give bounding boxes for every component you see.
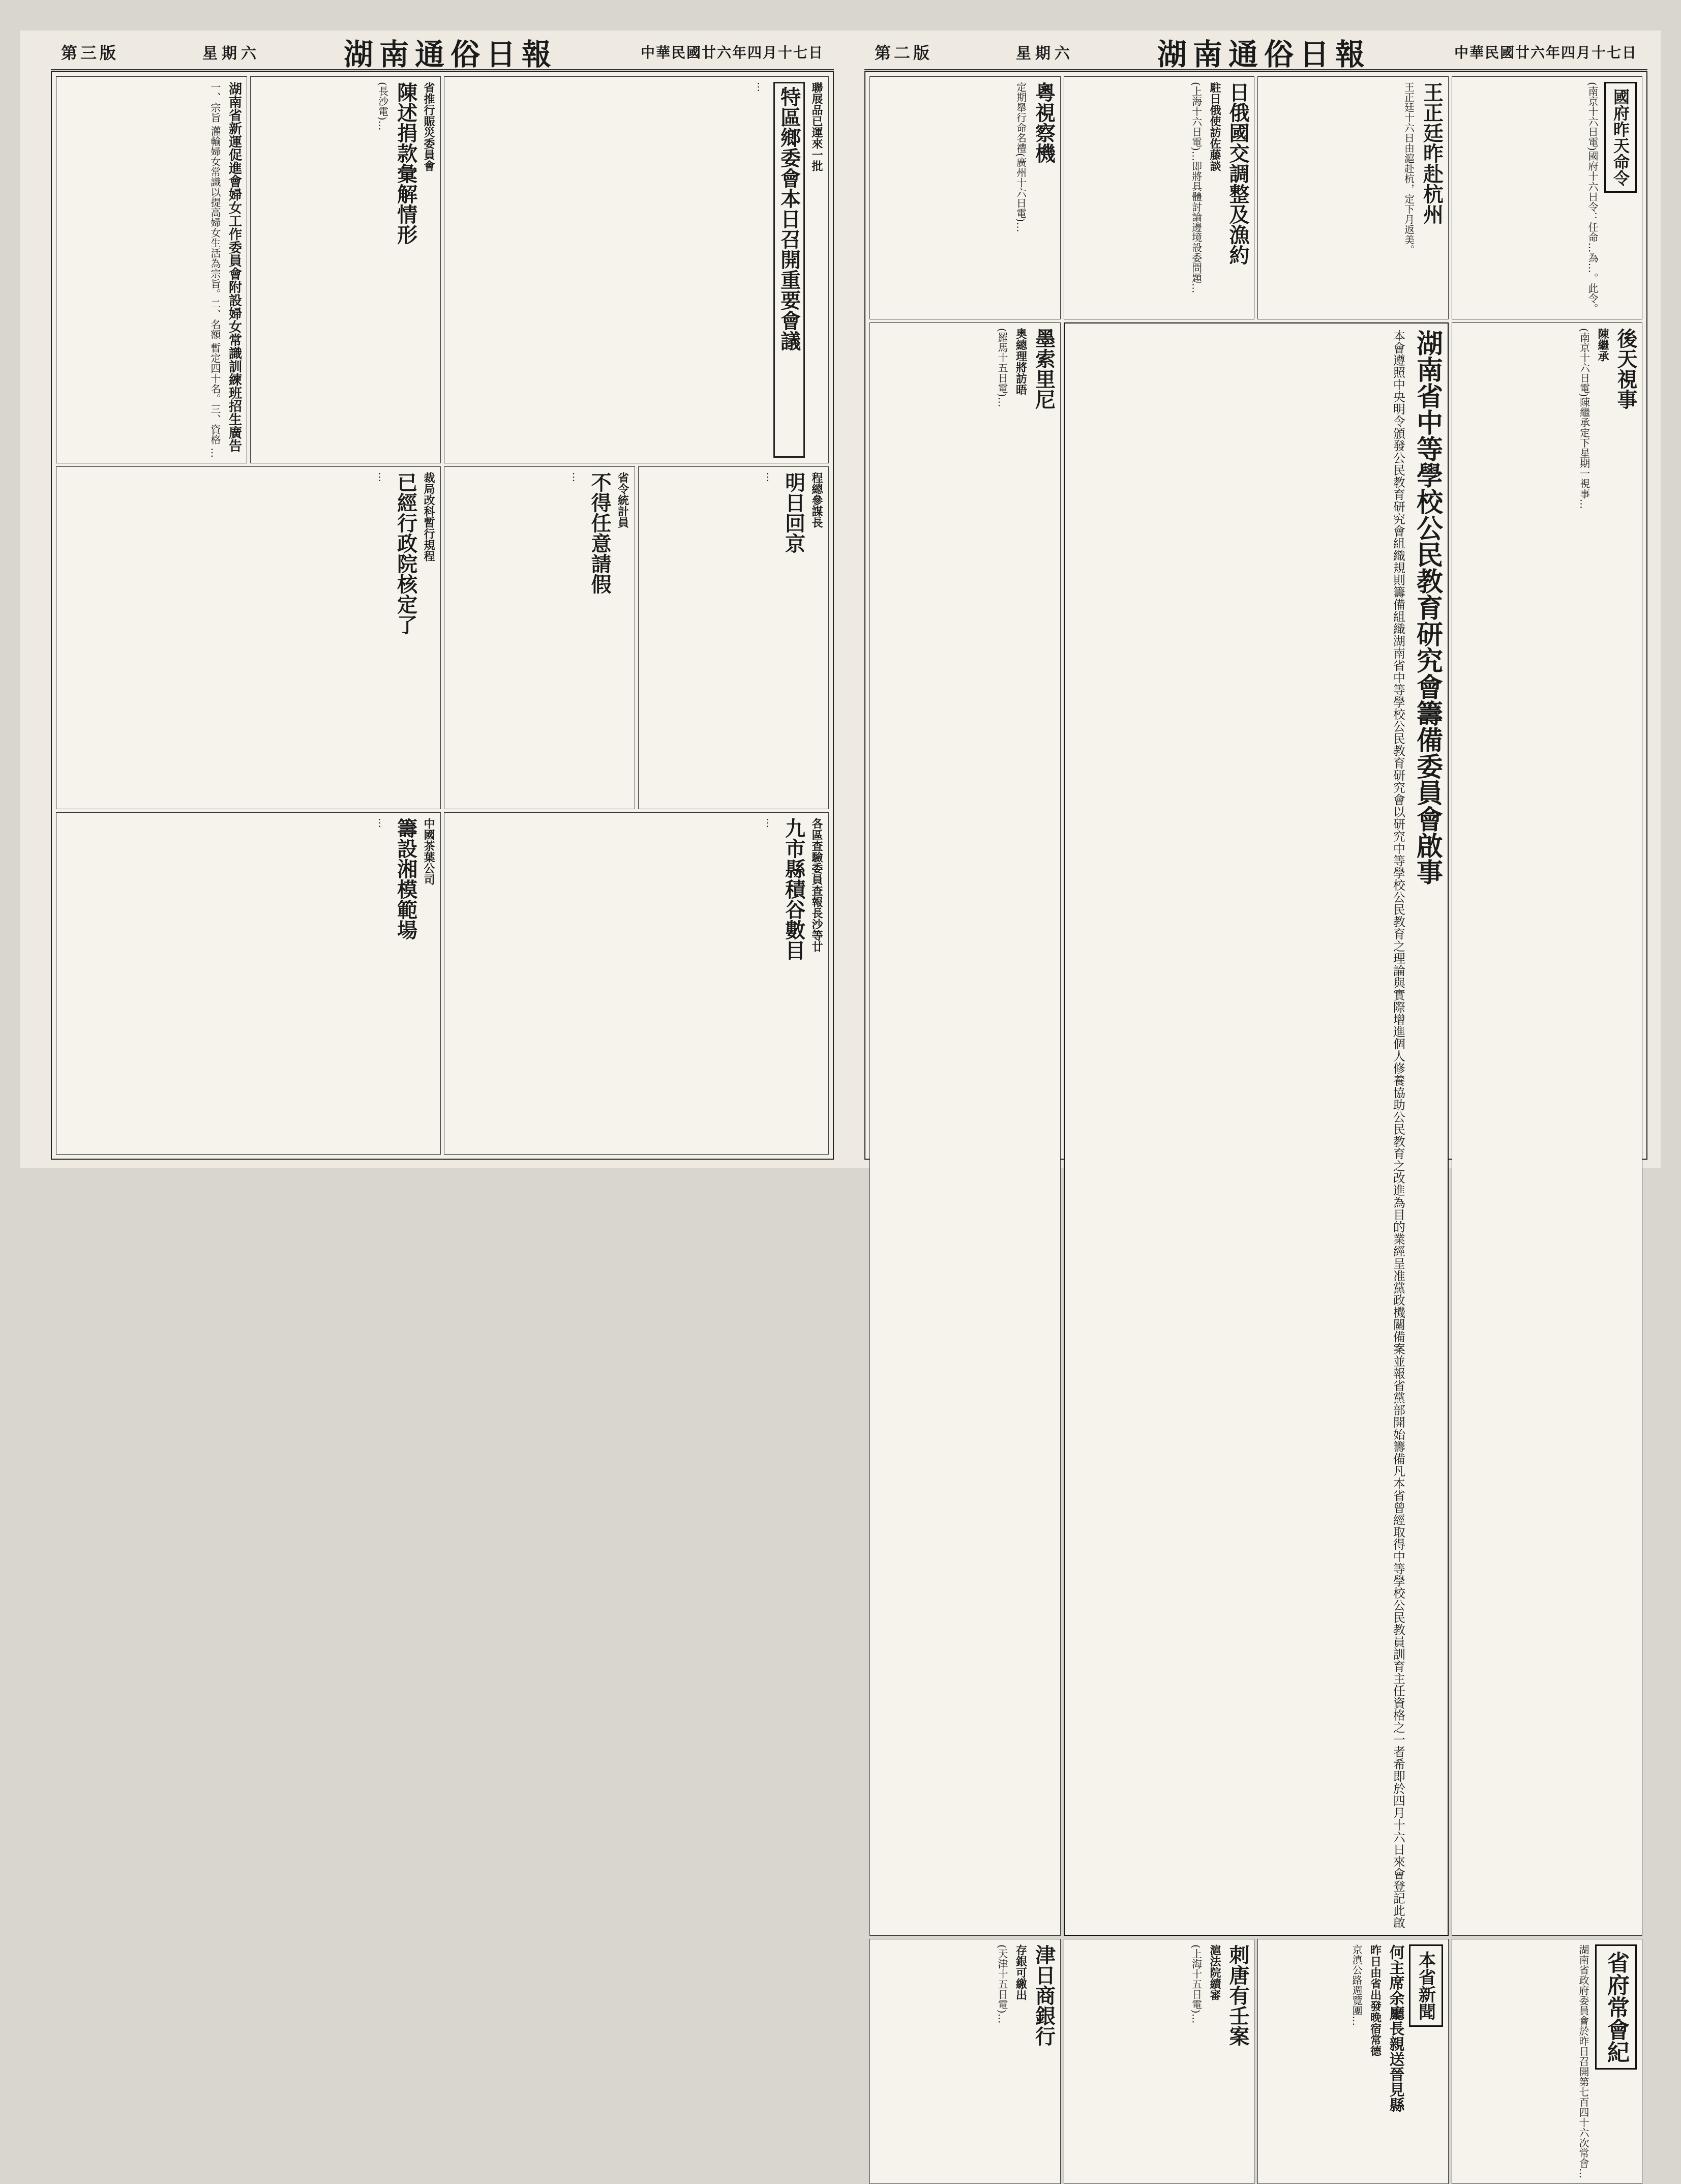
article-subhead: 各區查驗委員查報長沙等廿	[810, 817, 823, 952]
notice-text: 本會遵照中央明令頒發公民教育研究會組織規則籌備組織湖南省中等學校公民教育研究會以研究中等學校公民教育之理論與實際增進個人修養協助公民教育之改進為目的業經呈准黨政機關備案並報省黨部開始籌備凡本省曾經取得中等學校公民教員訓育主任資格之一者希即於四月十六日來會登記此啟	[1391, 329, 1405, 1929]
newspaper-title: 湖南通俗日報	[343, 37, 557, 72]
article-text: …	[376, 817, 389, 828]
article-text: (南京十六日電)陳繼承定下星期一視事…	[1578, 328, 1590, 509]
article	[56, 812, 441, 1155]
article-text: 京滇公路週覽團…	[1350, 1944, 1363, 2026]
article-headline: 國府昨天命令	[1604, 82, 1637, 193]
page-body	[56, 76, 829, 1155]
article-headline: 日俄國交調整及漁約	[1226, 82, 1249, 265]
article-headline: 粵視察機	[1032, 82, 1056, 163]
article-subhead: 滬法院續審	[1208, 1944, 1221, 2000]
article	[638, 466, 829, 809]
article	[869, 76, 1061, 319]
article	[1257, 76, 1449, 319]
article-text: …	[376, 472, 389, 483]
article-text: …	[764, 472, 777, 483]
article	[1064, 1939, 1255, 2184]
article-headline: 後天視事	[1614, 328, 1637, 409]
article-text: 湖南省政府委員會於昨日召開第七百四十六次常會…	[1577, 1944, 1589, 2178]
article-text: (上海十六日電)…即將具體討論邊境設委問題…	[1190, 82, 1203, 293]
article	[1452, 1939, 1643, 2184]
weekday-label: 星期六	[202, 45, 260, 63]
article-subhead: 昨日由省出發晚宿常德	[1368, 1944, 1382, 2056]
article-headline: 陳述捐款彙解情形	[394, 82, 417, 245]
article-subhead: 陳繼承	[1596, 328, 1609, 362]
article	[869, 322, 1061, 1936]
article-subhead: 駐日俄使訪佐藤談	[1208, 82, 1221, 171]
article	[250, 76, 441, 463]
article	[444, 466, 635, 809]
article-text: (南京十六日電)國府十六日令：任命…為…。此令。	[1586, 82, 1599, 314]
masthead	[51, 36, 834, 72]
article-text: 王正廷十六日由滬赴杭，定下月返美。	[1402, 82, 1415, 255]
article	[869, 1939, 1061, 2184]
article-text: 一、宗旨 灌輸婦女常識以提高婦女生活為宗旨。二、名額 暫定四十名。三、資格 …	[208, 82, 221, 458]
article-subhead: 裁局改科暫行規程	[422, 472, 435, 562]
masthead-rule	[864, 69, 1647, 71]
article	[1452, 76, 1643, 319]
masthead	[864, 36, 1647, 72]
article	[1064, 76, 1255, 319]
article-subhead: 中國茶葉公司	[422, 817, 435, 885]
article-headline: 王正廷昨赴杭州	[1420, 82, 1444, 224]
section-title: 本省新聞	[1409, 1944, 1443, 2027]
article-headline: 明日回京	[782, 472, 805, 554]
article-headline: 墨索里尼	[1032, 328, 1056, 409]
article-subhead: 省令統計員	[616, 472, 629, 528]
newspaper-spread	[20, 31, 1661, 2178]
issue-date: 中華民國廿六年四月十七日	[640, 44, 824, 61]
article-text: …	[755, 82, 768, 92]
article-headline: 何主席余廳長親送晉見縣	[1386, 1944, 1404, 2112]
weekday-label: 星期六	[1016, 45, 1074, 63]
article	[1257, 1939, 1449, 2184]
article-headline: 九市縣積谷數目	[782, 817, 805, 960]
edition-label: 第二版	[875, 43, 933, 63]
article-headline: 籌設湘模範場	[394, 817, 417, 940]
article-text: (天津十五日電)…	[996, 1944, 1009, 2024]
article	[444, 812, 829, 1155]
page-3	[51, 37, 834, 1160]
article-headline: 湖南省新運促進會婦女工作委員會附設婦女常識訓練班招生廣告	[226, 82, 242, 452]
article-headline: 刺唐有壬案	[1226, 1944, 1249, 2046]
article	[444, 76, 829, 463]
article	[56, 76, 247, 463]
article	[56, 466, 441, 809]
notice-banner	[1064, 322, 1449, 1936]
article-subhead: 聯展品已運來一批	[810, 82, 823, 171]
article-headline: 已經行政院核定了	[394, 472, 417, 635]
article-headline: 省府常會紀	[1595, 1944, 1637, 2070]
masthead-rule	[51, 69, 834, 71]
article-text: (羅馬十五日電)…	[996, 328, 1009, 407]
article-text: …	[764, 817, 777, 828]
article-text: (長沙電)…	[376, 82, 389, 131]
notice-headline: 湖南省中等學校公民教育研究會籌備委員會啟事	[1412, 329, 1443, 885]
page-body	[869, 76, 1642, 2178]
article-headline: 津日商銀行	[1032, 1944, 1056, 2046]
edition-label: 第三版	[61, 43, 119, 63]
issue-date: 中華民國廿六年四月十七日	[1454, 44, 1637, 61]
article-subhead: 程總參謀長	[810, 472, 823, 528]
article-text: …	[571, 472, 583, 483]
article-text: 定期舉行命名禮(廣州十六日電)…	[1014, 82, 1027, 232]
article-subhead: 奧總理將訪晤	[1014, 328, 1028, 395]
article-subhead: 存銀可繳出	[1014, 1944, 1028, 2000]
article-text: (上海十五日電)…	[1190, 1944, 1203, 2024]
article-headline: 特區鄉委會本日召開重要會議	[773, 82, 805, 458]
article-headline: 不得任意請假	[588, 472, 612, 595]
page-2	[864, 37, 1647, 2178]
newspaper-title: 湖南通俗日報	[1157, 37, 1371, 72]
article	[1452, 322, 1643, 1936]
article-subhead: 省推行賑災委員會	[422, 82, 435, 171]
